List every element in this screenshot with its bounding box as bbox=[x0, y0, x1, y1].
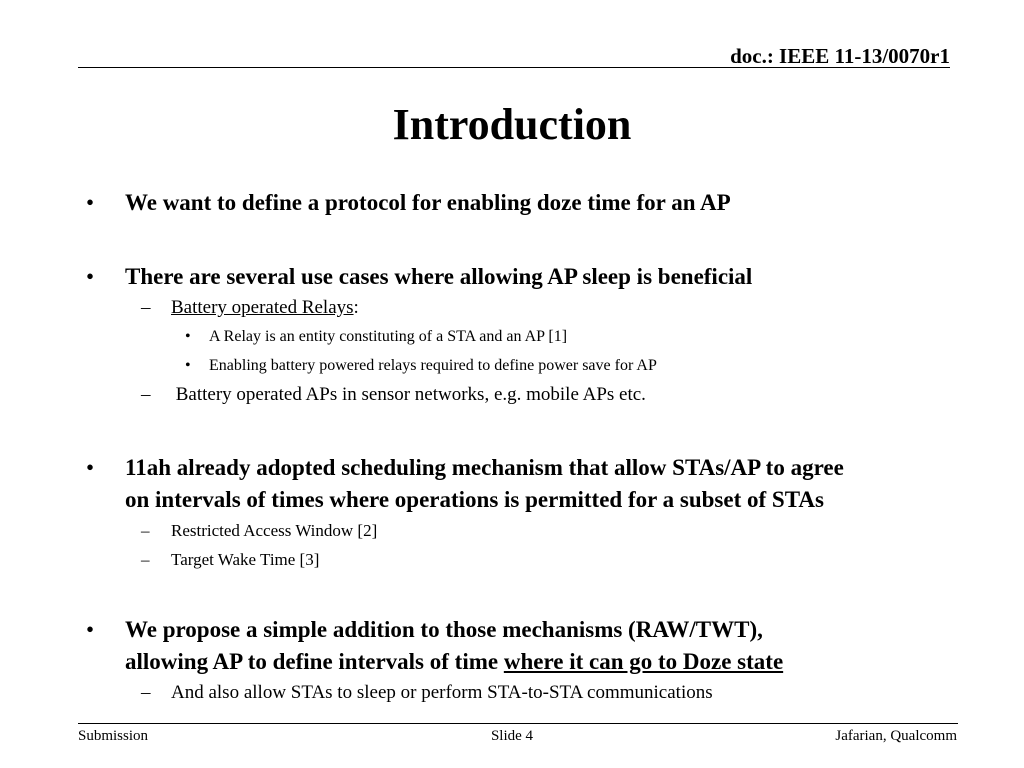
bullet-text: Target Wake Time [3] bbox=[171, 550, 320, 569]
dash-marker: – bbox=[141, 384, 151, 405]
colon: : bbox=[353, 297, 359, 318]
bullet-text: Restricted Access Window [2] bbox=[171, 521, 378, 540]
sub-bullet-battery-relays bbox=[86, 293, 966, 322]
bullet-text: Battery operated APs in sensor networks, e.g. mobile APs etc. bbox=[171, 384, 646, 405]
bullet-marker: • bbox=[185, 357, 191, 374]
battery-relays-link[interactable]: Battery operated Relays bbox=[171, 297, 354, 318]
bullet-marker: • bbox=[86, 455, 95, 480]
bullet-text: And also allow STAs to sleep or perform STA-to-STA communications bbox=[171, 682, 713, 703]
bullet-11ah-scheduling bbox=[86, 452, 966, 516]
doze-state-emphasis: where it can go to Doze state bbox=[503, 649, 784, 674]
sub-sub-bullet-relay-definition bbox=[86, 322, 966, 351]
sub-bullet-twt bbox=[86, 545, 966, 574]
slide-title: Introduction bbox=[392, 100, 632, 149]
document-id: doc.: IEEE 11-13/0070r1 bbox=[730, 44, 950, 68]
bullet-proposal bbox=[86, 614, 966, 678]
footer-author: Jafarian, Qualcomm bbox=[835, 728, 957, 744]
dash-marker: – bbox=[141, 682, 151, 703]
footer-submission: Submission bbox=[78, 728, 149, 744]
slide-body bbox=[86, 187, 966, 707]
bullet-text: Enabling battery powered relays required to define power save for AP bbox=[209, 357, 657, 374]
dash-marker: – bbox=[141, 550, 150, 569]
footer-slide-number: Slide 4 bbox=[490, 728, 534, 744]
bullet-marker: • bbox=[185, 328, 191, 345]
bullet-doze-protocol bbox=[86, 187, 966, 219]
bullet-text-line2: on intervals of times where operations is permitted for a subset of STAs bbox=[125, 487, 824, 512]
bullet-text: There are several use cases where allowing AP sleep is beneficial bbox=[125, 264, 753, 289]
bullet-text: We want to define a protocol for enabling doze time for an AP bbox=[125, 190, 731, 215]
dash-marker: – bbox=[141, 297, 151, 318]
bullet-text-line1: 11ah already adopted scheduling mechanism that allow STAs/AP to agree bbox=[125, 455, 844, 480]
bullet-text-line1: We propose a simple addition to those mechanisms (RAW/TWT), bbox=[125, 617, 763, 642]
sub-bullet-sta-sleep bbox=[86, 678, 966, 707]
dash-marker: – bbox=[141, 521, 150, 540]
bullet-text-line2-prefix: allowing AP to define intervals of time bbox=[125, 649, 504, 674]
bullet-use-cases bbox=[86, 261, 966, 293]
header-divider bbox=[78, 67, 950, 68]
bullet-marker: • bbox=[86, 190, 95, 215]
bullet-marker: • bbox=[86, 264, 95, 289]
footer-divider bbox=[78, 723, 958, 724]
bullet-text: A Relay is an entity constituting of a STA and an AP [1] bbox=[209, 328, 568, 345]
sub-bullet-sensor-aps bbox=[86, 380, 966, 409]
sub-bullet-raw bbox=[86, 516, 966, 545]
bullet-marker: • bbox=[86, 617, 95, 642]
sub-sub-bullet-relay-power-save bbox=[86, 351, 966, 380]
